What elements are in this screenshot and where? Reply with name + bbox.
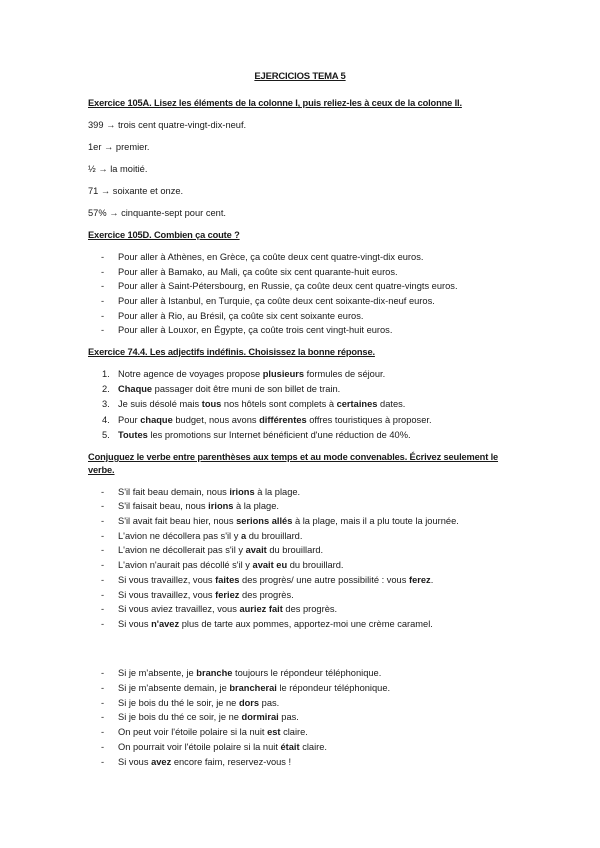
item-number: 3. [102,399,110,410]
text-segment: le répondeur téléphonique. [276,683,391,694]
answer-word: Toutes [118,429,148,440]
list-item: - Pour aller à Bamako, au Mali, ça coûte six cent quarante-huit euros. [88,266,512,279]
text-segment: du brouillard. [246,530,303,541]
text-segment: nos hôtels sont complets à [221,399,337,410]
list-item [88,618,512,631]
text-segment: claire. [299,741,327,752]
text-segment: du brouillard. [287,560,344,571]
answer-line: ½ → la moitié. [88,164,148,174]
text-segment: Si vous travaillez, vous [118,589,216,600]
list-item [88,559,512,572]
list-item: - Pour aller à Athènes, en Grèce, ça coûte deux cent quatre-vingt-dix euros. [88,251,512,264]
text-segment: passager doit être muni de son billet de train. [152,384,341,395]
text-segment: formules de séjour. [304,368,386,379]
text-segment: pas. [259,697,280,708]
text-segment: budget, nous avons [172,414,260,425]
answer-word: plusieurs [262,368,305,379]
answer-word: tous [201,399,222,410]
answer-word: irions [229,486,255,497]
conjugation-list-2 [88,667,512,768]
text-segment: Si je m'absente demain, je [118,683,230,694]
text-segment: S'il fait beau demain, nous [118,486,230,497]
text-segment: Si vous [118,618,152,629]
text-segment: à la plage. [233,501,279,512]
answer-word: était [280,741,300,752]
text-segment: L'avion ne décollera pas s'il y [118,530,241,541]
item-number: 5. [102,429,110,440]
text-segment: Si je m'absente, je [118,668,197,679]
text-segment: encore faim, reservez-vous ! [171,756,292,767]
document-title: EJERCICIOS TEMA 5 [254,71,346,82]
list-item [88,589,512,602]
text-segment: toujours le répondeur téléphonique. [232,668,382,679]
list-item [88,741,512,754]
list-item [88,486,512,499]
list-item [88,726,512,739]
answer-word: faites [215,574,240,585]
section-title-105d: Exercice 105D. Combien ça coute ? [88,230,240,240]
answer-word: avez [151,756,172,767]
answer-word: certaines [336,399,378,410]
text-segment: On pourrait voir l'étoile polaire si la nuit [118,741,281,752]
text-segment: plus de tarte aux pommes, apportez-moi une crème caramel. [179,618,433,629]
answer-word: différentes [259,414,307,425]
list-item: - Pour aller à Louxor, en Égypte, ça coûte trois cent vingt-huit euros. [88,324,512,337]
list-item [88,697,512,710]
answer-word: serions allés [236,516,293,527]
answer-word: dors [238,697,260,708]
item-number: 4. [102,414,110,425]
list-item [88,368,512,381]
list-item: - Pour aller à Saint-Pétersbourg, en Russie, ça coûte deux cent quatre-vingts euros. [88,280,512,293]
text-segment: Je suis désolé mais [118,399,202,410]
text-segment: des progrès. [239,589,294,600]
answer-line: 1er → premier. [88,142,150,152]
blank-space [88,639,512,667]
section-title-conjugaison: Conjuguez le verbe entre parenthèses aux temps et au mode convenables. Écrivez seulement le verbe. [88,451,499,475]
text-segment: L'avion n'aurait pas décollé s'il y [118,560,253,571]
list-item [88,756,512,769]
text-segment: Si vous travaillez, vous [118,574,216,585]
list-item [88,500,512,513]
conjugation-list-1 [88,486,512,631]
price-list [88,251,512,337]
answer-word: n'avez [151,618,180,629]
item-number: 1. [102,368,110,379]
text-segment: On peut voir l'étoile polaire si la nuit [118,727,268,738]
text-segment: des progrès. [282,604,338,615]
list-item [88,414,512,427]
section-title-105a: Exercice 105A. Lisez les éléments de la colonne I, puis reliez-les à ceux de la colonne II. [88,98,462,108]
list-item [88,398,512,411]
list-item [88,711,512,724]
text-segment: S'il faisait beau, nous [118,501,209,512]
answer-word: a [240,530,247,541]
text-segment: du brouillard. [266,545,324,556]
numbered-list [88,368,512,442]
answer-word: brancherai [229,683,277,694]
list-item [88,574,512,587]
text-segment: Si je bois du thé le soir, je ne [118,697,239,708]
text-segment: S'il avait fait beau hier, nous [118,516,237,527]
text-segment: à la plage. [254,486,301,497]
list-item [88,515,512,528]
answer-word: feriez [215,589,240,600]
list-item: - Pour aller à Istanbul, en Turquie, ça coûte deux cent soixante-dix-neuf euros. [88,295,512,308]
text-segment: offres touristiques à proposer. [306,414,432,425]
text-segment: Pour [118,414,141,425]
text-segment: Notre agence de voyages propose [118,368,263,379]
text-segment: dates. [377,399,406,410]
text-segment: à la plage, mais il a plu toute la journée. [292,516,459,527]
text-segment: pas. [278,712,299,723]
answer-word: est [267,727,281,738]
answer-word: irions [208,501,234,512]
answer-line: 57% → cinquante-sept pour cent. [88,208,226,218]
list-item [88,682,512,695]
answer-word: ferez [408,574,431,585]
list-item: - Pour aller à Rio, au Brésil, ça coûte six cent soixante euros. [88,310,512,323]
list-item [88,667,512,680]
answer-word: chaque [140,414,173,425]
answer-word: avait eu [252,560,288,571]
item-number: 2. [102,384,110,395]
answer-word: branche [196,668,233,679]
answer-line: 71 → soixante et onze. [88,186,184,196]
text-segment: . [430,574,434,585]
text-segment: les promotions sur Internet bénéficient d'une réduction de 40%. [147,429,411,440]
list-item [88,383,512,396]
text-segment: L'avion ne décollerait pas s'il y [118,545,246,556]
text-segment: Si vous [118,756,152,767]
answer-word: dormirai [241,712,279,723]
list-item [88,544,512,557]
list-item [88,530,512,543]
text-segment: Si je bois du thé ce soir, je ne [118,712,242,723]
answer-word: avait [245,545,267,556]
list-item [88,429,512,442]
text-segment: des progrès/ une autre possibilité : vous [239,574,409,585]
answer-line: 399 → trois cent quatre-vingt-dix-neuf. [88,120,247,130]
text-segment: Si vous aviez travaillez, vous [118,604,240,615]
answer-word: auriez fait [239,604,283,615]
section-title-74-4: Exercice 74.4. Les adjectifs indéfinis. Choisissez la bonne réponse. [88,346,375,357]
text-segment: claire. [280,727,308,738]
answer-word: Chaque [118,384,153,395]
list-item [88,603,512,616]
